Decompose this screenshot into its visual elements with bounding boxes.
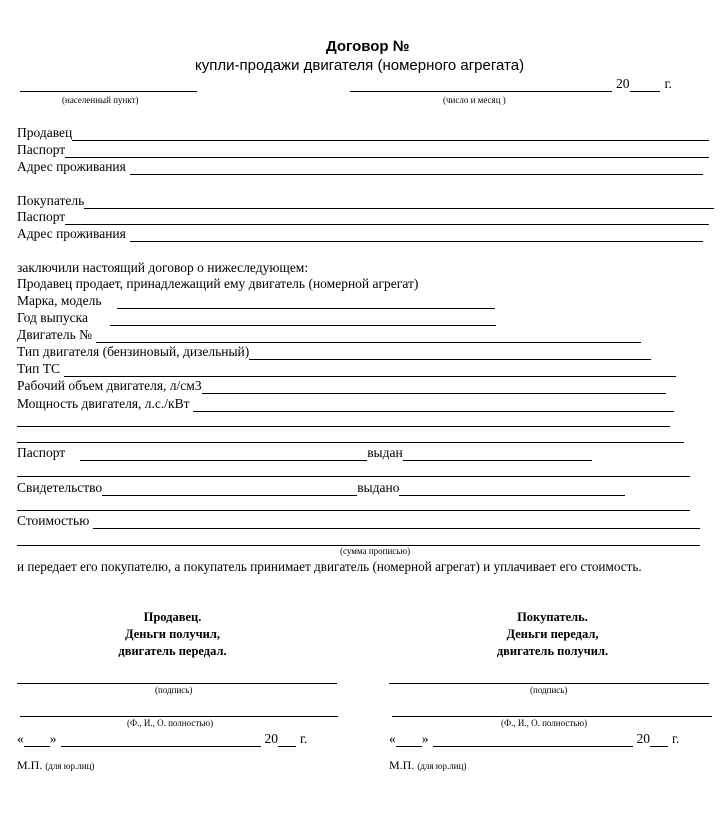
seller-signature-line[interactable] [17,683,337,684]
engine-label: Двигатель № [17,327,93,342]
stamp-hint: (для юр.лиц) [45,761,95,771]
seller-year-field[interactable] [278,734,296,747]
buyer-date-row [389,731,679,747]
seller-passport-row [17,142,709,158]
seller-month-field[interactable] [61,734,261,747]
power-label: Мощность двигателя, л.с./кВт [17,396,190,411]
certificate-label: Свидетельство [17,480,103,495]
buyer-passport-row [17,209,709,225]
buyer-stamp [389,758,466,773]
blank-line-2[interactable] [17,442,684,443]
vehicle-type-label: Тип ТС [17,361,60,376]
seller-hint-sign: (подпись) [155,685,193,695]
brand-field[interactable] [117,296,495,309]
sells-text: Продавец продает, принадлежащий ему двигатель (номерной агрегат) [17,276,419,291]
buyer-name-line[interactable] [392,716,712,717]
buyer-row [17,193,714,209]
buyer-passport-field[interactable] [65,212,709,225]
header-year [616,76,672,92]
blank-line-1[interactable] [17,426,670,427]
engine-type-label: Тип двигателя (бензиновый, дизельный) [17,344,250,359]
quote-open: « [17,731,24,746]
engine-number-field[interactable] [96,330,641,343]
buyer-field[interactable] [84,196,714,209]
buyer-year-field[interactable] [650,734,668,747]
vehicle-type-field[interactable] [64,364,676,377]
buyer-address-label: Адрес проживания [17,226,126,241]
buyer-year-prefix: 20 [636,731,650,746]
hint-sum: (сумма прописью) [340,546,411,556]
passport-row [17,445,592,461]
buyer-address-field[interactable] [130,229,703,242]
contract-title: Договор № [326,38,410,55]
seller-row [17,125,709,141]
seller-year-prefix: 20 [264,731,278,746]
brand-label: Марка, модель [17,293,102,308]
seller-hint-name: (Ф., И., О. полностью) [127,718,214,728]
quote-open: « [389,731,396,746]
hint-date: (число и месяц ) [443,95,506,105]
quote-close: » [421,731,429,746]
cost-row [17,513,700,529]
seller-address-field[interactable] [130,162,703,175]
intro-text: заключили настоящий договор о нижеследующем: [17,260,309,275]
year-suffix: г. [664,76,672,91]
place-line[interactable] [20,91,197,92]
volume-row [17,378,666,394]
stamp-label: М.П. [17,758,43,772]
year-prefix: 20 [616,76,630,91]
buyer-year-suffix: г. [672,731,680,746]
buyer-signature-line[interactable] [389,683,709,684]
certificate-issued-field[interactable] [399,483,625,496]
seller-address-label: Адрес проживания [17,159,126,174]
buyer-passport-label: Паспорт [17,209,66,224]
seller-address-row [17,159,703,175]
buyer-sign-title: Покупатель. [517,610,588,624]
issued-label: выдан [367,445,403,460]
seller-stamp [17,758,94,773]
seller-passport-field[interactable] [65,145,709,158]
seller-sign-line2: Деньги получил, [124,627,221,641]
seller-name-line[interactable] [20,716,338,717]
seller-date-row [17,731,307,747]
engine-row [17,327,641,343]
brand-row [17,293,495,309]
issued-n-label: выдано [357,480,400,495]
seller-sign-line3: двигатель передал. [118,644,227,658]
seller-passport-label: Паспорт [17,142,66,157]
blank-line-4[interactable] [17,510,690,511]
seller-year-suffix: г. [300,731,308,746]
buyer-sign-block [465,609,640,660]
volume-field[interactable] [202,381,666,394]
passport-label: Паспорт [17,445,66,460]
buyer-day-field[interactable] [396,734,422,747]
date-line[interactable] [350,91,612,92]
buyer-hint-name: (Ф., И., О. полностью) [501,718,588,728]
buyer-address-row [17,226,703,242]
seller-label: Продавец [17,125,73,140]
year-field[interactable] [630,79,660,92]
vehicle-type-row [17,361,676,377]
blank-line-3[interactable] [17,476,690,477]
power-field[interactable] [193,399,674,412]
quote-close: » [49,731,57,746]
buyer-sign-line3: двигатель получил. [496,644,609,658]
engine-type-field[interactable] [249,347,651,360]
power-row [17,396,674,412]
engine-type-row [17,344,651,360]
buyer-sign-line2: Деньги передал, [506,627,599,641]
seller-field[interactable] [72,128,709,141]
transfer-text: и передает его покупателю, а покупатель принимает двигатель (номерной агрегат) и уплачивает его стоимость. [17,559,642,574]
stamp-hint: (для юр.лиц) [417,761,467,771]
stamp-label: М.П. [389,758,415,772]
year-row [17,310,496,326]
certificate-number-field[interactable] [102,483,357,496]
contract-subtitle: купли-продажи двигателя (номерного агрегата) [195,57,525,74]
volume-label: Рабочий объем двигателя, л/см3 [17,378,202,393]
certificate-row [17,480,625,496]
cost-label: Стоимостью [17,513,90,528]
buyer-month-field[interactable] [433,734,633,747]
buyer-label: Покупатель [17,193,85,208]
cost-field[interactable] [93,516,700,529]
seller-sign-title: Продавец. [143,610,202,624]
passport-issued-field[interactable] [403,448,592,461]
seller-day-field[interactable] [24,734,50,747]
passport-number-field[interactable] [80,448,367,461]
year-made-field[interactable] [110,313,496,326]
buyer-hint-sign: (подпись) [530,685,568,695]
seller-sign-block [85,609,260,660]
hint-place: (населенный пункт) [62,95,139,105]
year-label: Год выпуска [17,310,88,325]
